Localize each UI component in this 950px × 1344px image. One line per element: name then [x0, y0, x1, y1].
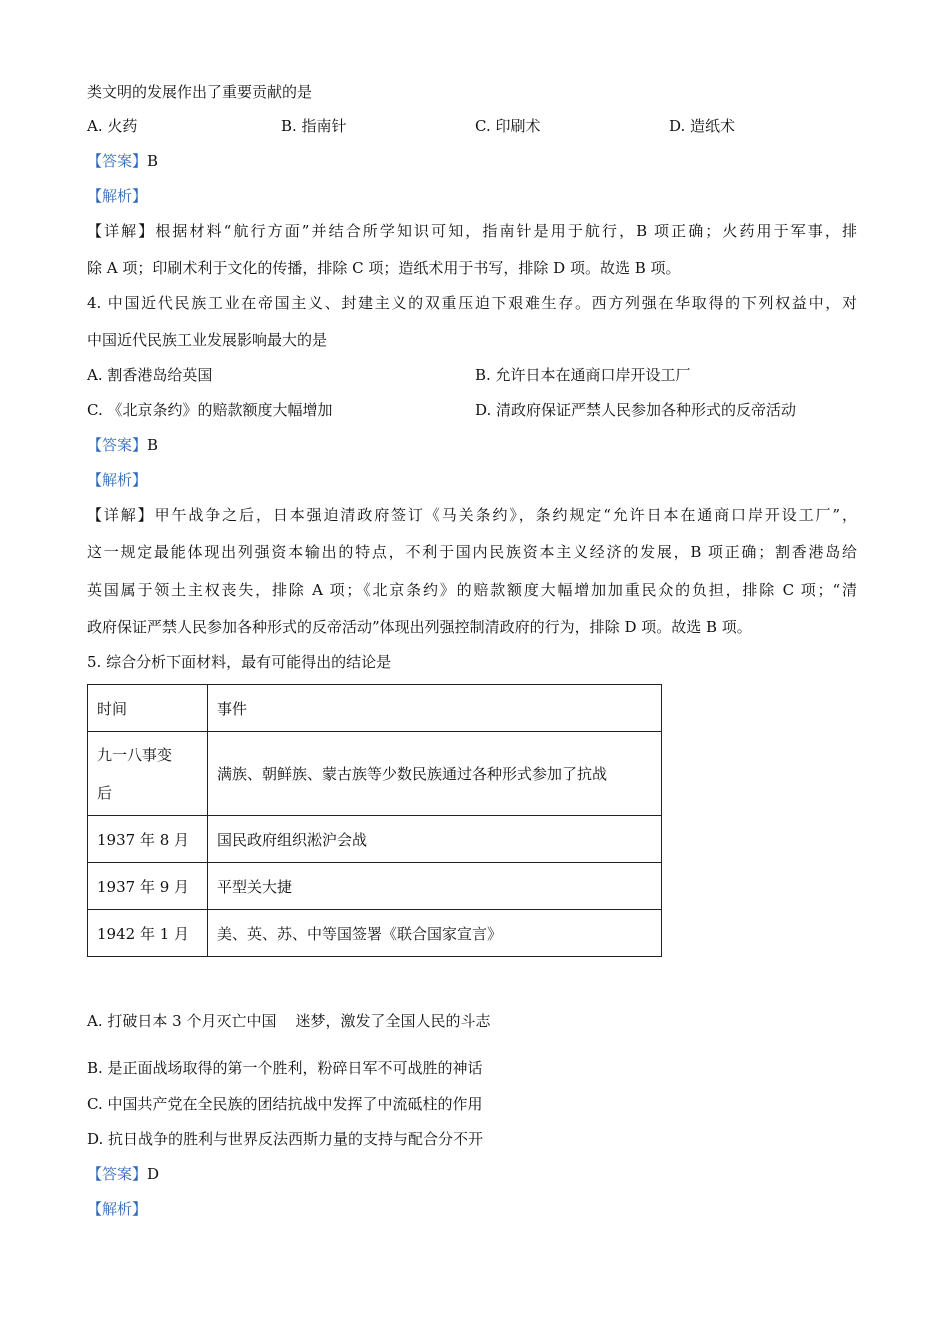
q4-stem-line-2: 中国近代民族工业发展影响最大的是 — [87, 331, 328, 349]
q3-option-b: B. 指南针 — [281, 117, 347, 135]
q5-option-d: D. 抗日战争的胜利与世界反法西斯力量的支持与配合分不开 — [87, 1130, 484, 1148]
q4-option-a: A. 割香港岛给英国 — [87, 366, 213, 384]
q5-events-table — [87, 684, 662, 957]
table-header-row — [88, 685, 662, 732]
q3-detail-line-2: 除 A 项；印刷术利于文化的传播，排除 C 项；造纸术用于书写，排除 D 项。故选 B 项。 — [87, 259, 681, 277]
table-row — [88, 732, 662, 816]
q4-detail-line-2: 这一规定最能体现出列强资本输出的特点，不利于国内民族资本主义经济的发展，B 项正确；割香港岛给 — [87, 543, 857, 561]
q4-detail-line-3: 英国属于领土主权丧失，排除 A 项；《北京条约》的赔款额度大幅增加加重民众的负担，排除 C 项；“清 — [87, 581, 857, 599]
cell-time: 1937 年 8 月 — [88, 816, 208, 863]
answer-label: 【答案】 — [87, 152, 148, 170]
table-row — [88, 910, 662, 957]
q3-analysis-label: 【解析】 — [87, 187, 148, 205]
cell-event: 国民政府组织淞沪会战 — [208, 816, 662, 863]
q4-detail-line-4: 政府保证严禁人民参加各种形式的反帝活动”体现出列强控制清政府的行为，排除 D 项。故选 B 项。 — [87, 618, 752, 636]
cell-event: 平型关大捷 — [208, 863, 662, 910]
answer-value: B — [147, 436, 159, 454]
detail-label: 【详解】 — [87, 222, 156, 240]
answer-label: 【答案】 — [87, 1165, 148, 1183]
detail-label: 【详解】 — [87, 506, 155, 524]
q3-option-a: A. 火药 — [87, 117, 138, 135]
q5-option-c: C. 中国共产党在全民族的团结抗战中发挥了中流砥柱的作用 — [87, 1095, 483, 1113]
q4-detail-line-1: 【详解】甲午战争之后，日本强迫清政府签订《马关条约》，条约规定“允许日本在通商口岸开设工厂”， — [87, 506, 857, 524]
q5-option-b: B. 是正面战场取得的第一个胜利，粉碎日军不可战胜的神话 — [87, 1059, 483, 1077]
cell-time: 九一八事变 后 — [88, 732, 208, 816]
q3-option-c: C. 印刷术 — [475, 117, 541, 135]
table-row — [88, 863, 662, 910]
header-time: 时间 — [88, 685, 208, 732]
q5-analysis-label: 【解析】 — [87, 1200, 148, 1218]
q4-stem-line-1: 4. 中国近代民族工业在帝国主义、封建主义的双重压迫下艰难生存。西方列强在华取得的下列权益中，对 — [87, 294, 857, 312]
cell-event: 美、英、苏、中等国签署《联合国家宣言》 — [208, 910, 662, 957]
table-row — [88, 816, 662, 863]
answer-label: 【答案】 — [87, 436, 148, 454]
q5-stem: 5. 综合分析下面材料，最有可能得出的结论是 — [87, 653, 392, 671]
cell-time: 1942 年 1 月 — [88, 910, 208, 957]
q5-answer — [87, 1164, 159, 1184]
q5-option-a: A. 打破日本 3 个月灭亡中国 迷梦，激发了全国人民的斗志 — [87, 1012, 491, 1030]
cell-event: 满族、朝鲜族、蒙古族等少数民族通过各种形式参加了抗战 — [208, 732, 662, 816]
cell-time: 1937 年 9 月 — [88, 863, 208, 910]
q4-answer — [87, 435, 158, 455]
header-event: 事件 — [208, 685, 662, 732]
q3-detail-line-1: 【详解】根据材料“航行方面”并结合所学知识可知，指南针是用于航行，B 项正确；火药用于军事，排 — [87, 222, 857, 240]
q4-option-b: B. 允许日本在通商口岸开设工厂 — [475, 366, 691, 384]
q3-stem-tail: 类文明的发展作出了重要贡献的是 — [87, 83, 313, 101]
answer-value: B — [147, 152, 159, 170]
q3-answer — [87, 151, 158, 171]
q4-option-c: C. 《北京条约》的赔款额度大幅增加 — [87, 401, 333, 419]
answer-value: D — [147, 1165, 160, 1183]
q4-analysis-label: 【解析】 — [87, 471, 148, 489]
q4-option-d: D. 清政府保证严禁人民参加各种形式的反帝活动 — [475, 401, 797, 419]
q3-option-d: D. 造纸术 — [669, 117, 736, 135]
